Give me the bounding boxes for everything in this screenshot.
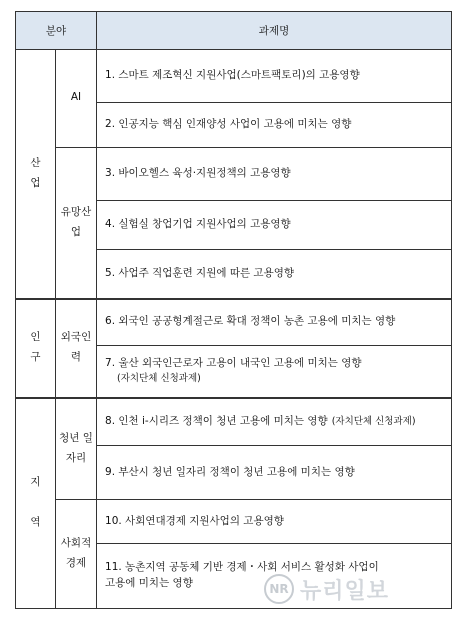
- task-title: 6. 외국인 공공형계절근로 확대 정책이 농촌 고용에 미치는 영향: [105, 315, 396, 328]
- task-note: (자치단체 신청과제): [117, 372, 201, 384]
- task-cell: [97, 201, 452, 249]
- task-title: 4. 실험실 창업기업 지원사업의 고용영향: [105, 218, 291, 231]
- task-cell: [97, 249, 452, 298]
- task-cell: [97, 499, 452, 543]
- task-note: (자치단체 신청과제): [331, 416, 416, 428]
- watermark-logo-icon: NR: [264, 574, 294, 604]
- table-row: [16, 299, 452, 345]
- watermark-text: 뉴리일보: [300, 578, 390, 604]
- subcategory-cell: AI: [56, 50, 97, 148]
- table-row: [16, 50, 452, 103]
- table-row: [16, 147, 452, 200]
- subcategory-cell: 사회적 경제: [56, 499, 97, 608]
- task-cell: [97, 446, 452, 499]
- task-cell: [97, 299, 452, 345]
- table-body: [16, 50, 452, 609]
- category-cell: 지 역: [16, 398, 56, 609]
- task-cell: [97, 147, 452, 200]
- task-title: 1. 스마트 제조혁신 지원사업(스마트팩토리)의 고용영향: [105, 69, 360, 82]
- task-title: 3. 바이오헬스 육성·지원정책의 고용영향: [105, 167, 291, 180]
- task-title: 11. 농촌지역 공동체 기반 경제・사회 서비스 활성화 사업이 고용에 미치는 영향: [105, 561, 379, 590]
- task-title: 9. 부산시 청년 일자리 정책이 청년 고용에 미치는 영향: [105, 465, 355, 478]
- header-row: [16, 12, 452, 50]
- task-title: 5. 사업주 직업훈련 지원에 따른 고용영향: [105, 266, 295, 279]
- task-cell: [97, 103, 452, 147]
- subcategory-cell: 청년 일 자리: [56, 398, 97, 500]
- subcategory-cell: 외국인 력: [56, 299, 97, 398]
- table-row: [16, 398, 452, 446]
- subcategory-cell: 유망산 업: [56, 147, 97, 298]
- task-title: 7. 울산 외국인근로자 고용이 내국인 고용에 미치는 영향: [105, 357, 362, 370]
- task-cell: [97, 544, 452, 609]
- task-title: 10. 사회연대경제 지원사업의 고용영향: [105, 514, 284, 527]
- table-row: [16, 499, 452, 543]
- task-cell: [97, 345, 452, 397]
- task-cell: [97, 50, 452, 103]
- header-field: 분야: [16, 12, 97, 50]
- task-title: 8. 인천 i-시리즈 정책이 청년 고용에 미치는 영향: [105, 415, 328, 428]
- category-cell: 산 업: [16, 50, 56, 299]
- category-cell: 인 구: [16, 299, 56, 398]
- task-title: 2. 인공지능 핵심 인재양성 사업이 고용에 미치는 영향: [105, 118, 352, 131]
- header-task: 과제명: [97, 12, 452, 50]
- task-table: [15, 11, 452, 609]
- task-cell: [97, 398, 452, 446]
